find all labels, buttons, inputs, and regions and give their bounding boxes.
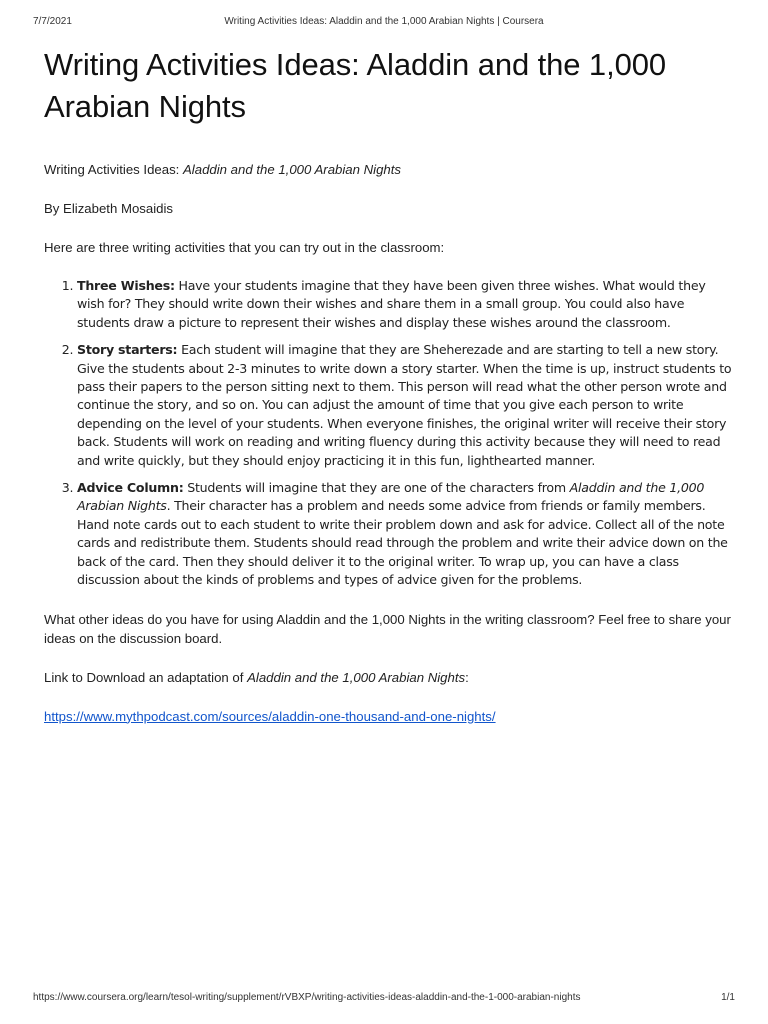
activity-title: Advice Column:	[77, 480, 184, 496]
print-date: 7/7/2021	[33, 16, 72, 27]
list-item	[77, 277, 734, 332]
print-page-title: Writing Activities Ideas: Aladdin and the 1,000 Arabian Nights | Coursera	[224, 16, 544, 27]
print-url: https://www.coursera.org/learn/tesol-writing/supplement/rVBXP/writing-activities-ideas-aladdin-and-the-1-000-arabian-nights	[33, 992, 581, 1003]
print-footer	[33, 992, 735, 1006]
download-book-title: Aladdin and the 1,000 Arabian Nights	[247, 669, 466, 685]
activity-text: . Their character has a problem and needs some advice from friends or family members. Hand note cards out to each student to write their problem down and ask for advice. Collect all of the note cards and redistribute them. Students should read through the problem and write their advice down on the back of the card. Then they should deliver it to the original writer. To wrap up, you can have a class discussion about the kinds of problems and types of advice given for the problems.	[77, 498, 728, 588]
closing-paragraph: What other ideas do you have for using Aladdin and the 1,000 Nights in the writing classroom? Feel free to share your ideas on the discussion board.	[44, 611, 731, 646]
intro-paragraph: Here are three writing activities that you can try out in the classroom:	[44, 240, 445, 255]
activity-text: Each student will imagine that they are Sheherezade and are starting to tell a new story. Give the students about 2-3 minutes to write down a story starter. When the time is up, instruct students to pass their papers to the person sitting next to them. This person will read what the other person wrote and continue the story, and so on. You can adjust the amount of time that you give each person to write depending on the level of your students. When everyone finishes, the original writer will receive their story back. Students will work on reading and writing fluency during this activity because they will need to read and write quickly, but they should enjoy practicing it in this fun, lighthearted manner.	[77, 342, 732, 468]
download-prefix: Link to Download an adaptation of	[44, 669, 248, 685]
download-link[interactable]: https://www.mythpodcast.com/sources/aladdin-one-thousand-and-one-nights/	[44, 708, 496, 724]
activity-text: Have your students imagine that they have been given three wishes. What would they wish for? They should write down their wishes and share them in a small group. You could also have students draw a picture to represent their wishes and display these wishes around the classroom.	[77, 278, 706, 330]
list-item	[77, 341, 734, 470]
list-item	[77, 479, 734, 589]
activity-title: Story starters:	[77, 342, 178, 358]
subtitle-prefix: Writing Activities Ideas:	[44, 162, 184, 177]
activities-list	[44, 277, 734, 590]
download-label	[44, 668, 734, 687]
download-suffix: :	[465, 669, 469, 685]
article-subtitle	[44, 160, 734, 179]
article	[44, 44, 734, 726]
activity-text: Students will imagine that they are one of the characters from	[183, 480, 570, 496]
author-byline: By Elizabeth Mosaidis	[44, 201, 174, 216]
activity-book-title: Aladdin and the 1,000 Arabian Nights	[77, 480, 705, 514]
print-header	[33, 16, 735, 30]
download-link-paragraph	[44, 707, 734, 726]
activity-title: Three Wishes:	[77, 278, 175, 293]
page-count: 1/1	[721, 992, 735, 1003]
page-title: Writing Activities Ideas: Aladdin and the 1,000 Arabian Nights	[44, 47, 667, 124]
subtitle-book-title: Aladdin and the 1,000 Arabian Nights	[183, 162, 402, 177]
